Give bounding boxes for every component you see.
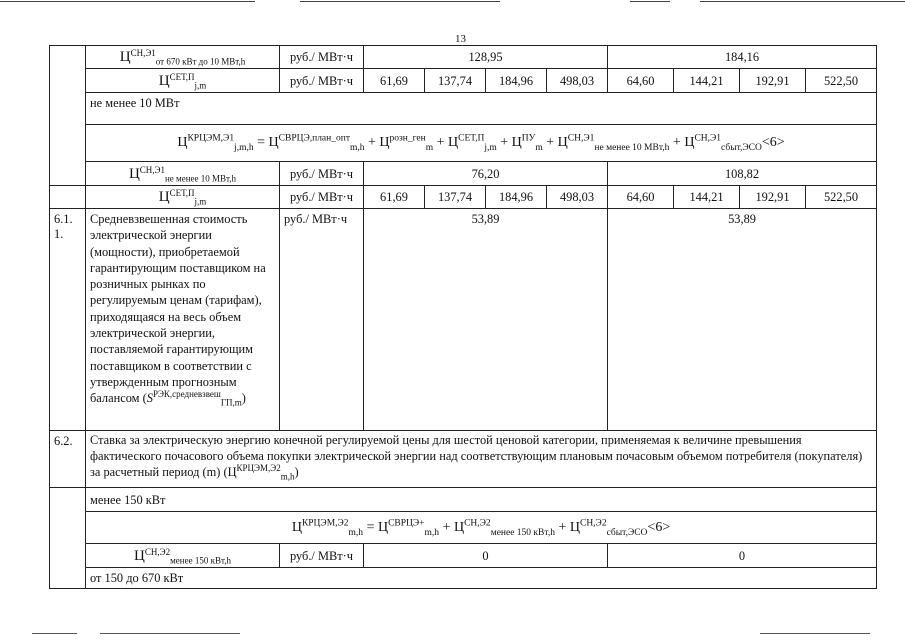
- page-number: 13: [455, 33, 466, 45]
- number-cell-empty: [50, 46, 86, 186]
- formula-row: $Ц^{КРЦЭМ,Э1}_{j,m,h} = Ц^{СВРЦЭ,план\_опт}_{m,h} + Ц^{розн\_ген}_m + Ц^{СЕТ,П}_{j,m} + Ц^{ПУ}_m + Ц^{СН,Э1}_{не менее 10 МВт,h} + Ц^{СН,Э1}_{сбыт,ЭСО}<6>$: [86, 125, 877, 162]
- value-cell: 498,03: [547, 186, 608, 209]
- value-cell: 192,91: [740, 69, 806, 93]
- item-number: 6.2.: [50, 431, 86, 488]
- table-row: [50, 512, 877, 544]
- table-row: [50, 46, 877, 69]
- symbol-cell: $Ц^{СН,Э2}_{менее 150 кВт,h}$: [86, 544, 280, 568]
- value-cell: 108,82: [608, 162, 877, 186]
- value-cell: 61,69: [364, 69, 425, 93]
- section-heading: от 150 до 670 кВт: [86, 568, 877, 589]
- symbol-cell: $Ц^{СН,Э1}_{от 670 кВт до 10 МВт,h}$: [86, 46, 280, 69]
- value-cell: 184,96: [486, 69, 547, 93]
- table-row: [50, 431, 877, 488]
- table-row: [50, 209, 877, 431]
- value-cell: 64,60: [608, 69, 674, 93]
- table-row: [50, 488, 877, 512]
- value-cell: 144,21: [674, 186, 740, 209]
- value-cell: 522,50: [806, 186, 877, 209]
- unit-cell: руб./ МВт·ч: [280, 69, 364, 93]
- value-cell: 64,60: [608, 186, 674, 209]
- value-cell: 498,03: [547, 69, 608, 93]
- unit-cell: руб./ МВт·ч: [280, 162, 364, 186]
- value-cell: 144,21: [674, 69, 740, 93]
- table-row: [50, 162, 877, 186]
- symbol-cell: $Ц^{СЕТ,П}_{j,m}$: [86, 69, 280, 93]
- table-row: [50, 69, 877, 93]
- item-description: Ставка за электрическую энергию конечной регулируемой цены для шестой ценовой категории, применяемая к величине превышения фактического почасового объема покупки электрической энергии над соответствующим плановым почасовым объемом потребителя (покупателя) за расчетный период (m) $(Ц^{КРЦЭМ,Э2}_{m,h})$: [86, 431, 877, 488]
- value-cell: 0: [608, 544, 877, 568]
- table-row: [50, 544, 877, 568]
- value-cell: 192,91: [740, 186, 806, 209]
- number-cell-empty: [50, 186, 86, 209]
- value-cell: 184,16: [608, 46, 877, 69]
- symbol-cell: $Ц^{СН,Э1}_{не менее 10 МВт,h}$: [86, 162, 280, 186]
- unit-cell: руб./ МВт·ч: [280, 544, 364, 568]
- unit-cell: руб./ МВт·ч: [280, 46, 364, 69]
- value-cell: 76,20: [364, 162, 608, 186]
- value-cell: 137,74: [425, 69, 486, 93]
- value-cell: 137,74: [425, 186, 486, 209]
- table-row: [50, 125, 877, 162]
- value-cell: 522,50: [806, 69, 877, 93]
- formula-row: $Ц^{КРЦЭМ,Э2}_{m,h} = Ц^{СВРЦЭ+}_{m,h} + Ц^{СН,Э2}_{менее 150 кВт,h} + Ц^{СН,Э2}_{сбыт,ЭСО}<6>$: [86, 512, 877, 544]
- tariff-table: [49, 45, 877, 589]
- table-row: [50, 186, 877, 209]
- scan-top-line: [0, 0, 905, 4]
- number-cell-empty: [50, 488, 86, 589]
- item-number: 6.1. 1.: [50, 209, 86, 431]
- table-row: [50, 93, 877, 125]
- table-row: [50, 568, 877, 589]
- item-description: Средневзвешенная стоимость электрической энергии (мощности), приобретаемой гарантирующим поставщиком на розничных рынках по регулируемым ценам (тарифам), приходящаяся на весь объем электрической энергии, поставляемой гарантирующим поставщиком в соответствии с утвержденным прогнозным балансом $(S^{РЭК,средневзвеш}_{ГП,m})$: [86, 209, 280, 431]
- value-cell: 184,96: [486, 186, 547, 209]
- value-cell: 61,69: [364, 186, 425, 209]
- symbol-cell: $Ц^{СЕТ,П}_{j,m}$: [86, 186, 280, 209]
- value-cell: 128,95: [364, 46, 608, 69]
- unit-cell: руб./ МВт·ч: [280, 209, 364, 431]
- scan-bottom-line: [0, 632, 905, 638]
- section-heading: не менее 10 МВт: [86, 93, 877, 125]
- value-cell: 53,89: [608, 209, 877, 431]
- value-cell: 53,89: [364, 209, 608, 431]
- value-cell: 0: [364, 544, 608, 568]
- section-heading: менее 150 кВт: [86, 488, 877, 512]
- unit-cell: руб./ МВт·ч: [280, 186, 364, 209]
